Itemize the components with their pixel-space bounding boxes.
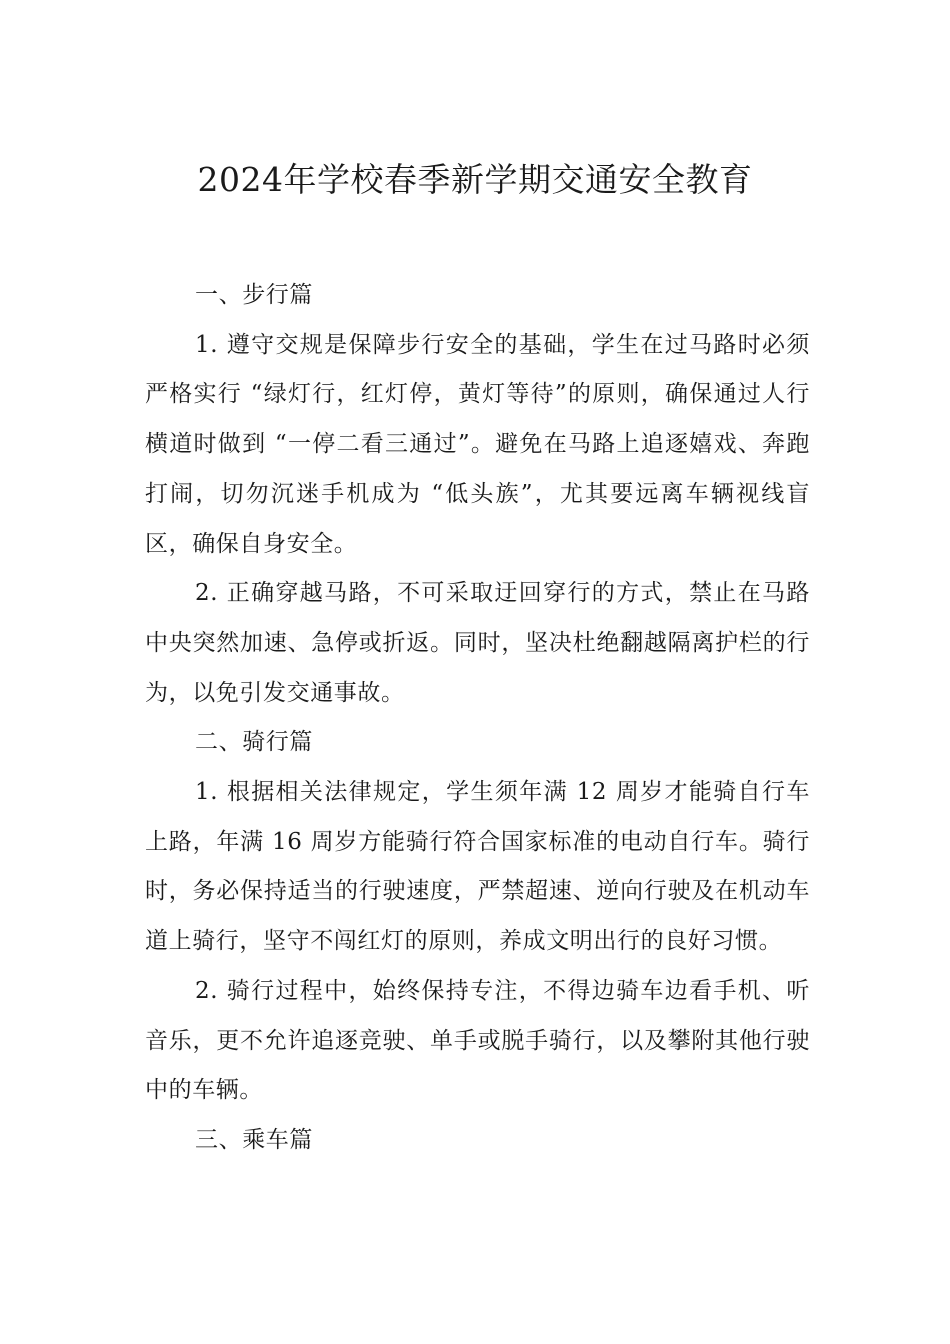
document-body	[145, 271, 810, 1166]
cycling-paragraph-1: 1. 根据相关法律规定，学生须年满 12 周岁才能骑自行车上路，年满 16 周岁方能骑行符合国家标准的电动自行车。骑行时，务必保持适当的行驶速度，严禁超速、逆向行驶及在机动车道上骑行，坚守不闯红灯的原则，养成文明出行的良好习惯。	[145, 779, 810, 955]
cycling-paragraph-2: 2. 骑行过程中，始终保持专注，不得边骑车边看手机、听音乐，更不允许追逐竞驶、单手或脱手骑行，以及攀附其他行驶中的车辆。	[145, 977, 810, 1104]
walking-paragraph-1: 1. 遵守交规是保障步行安全的基础，学生在过马路时必须严格实行 “绿灯行，红灯停，黄灯等待”的原则，确保通过人行横道时做到 “一停二看三通过”。避免在马路上追逐嬉戏、奔跑打闹，切勿沉迷手机成为 “低头族”，尤其要远离车辆视线盲区，确保自身安全。	[145, 331, 810, 557]
section-heading-riding: 三、乘车篇	[195, 1126, 313, 1153]
document-title: 2024年学校春季新学期交通安全教育	[197, 160, 753, 199]
section-heading-cycling: 二、骑行篇	[195, 729, 313, 756]
walking-paragraph-2: 2. 正确穿越马路，不可采取迂回穿行的方式，禁止在马路中央突然加速、急停或折返。同时，坚决杜绝翻越隔离护栏的行为，以免引发交通事故。	[145, 580, 810, 706]
section-heading-walking: 一、步行篇	[195, 282, 313, 308]
